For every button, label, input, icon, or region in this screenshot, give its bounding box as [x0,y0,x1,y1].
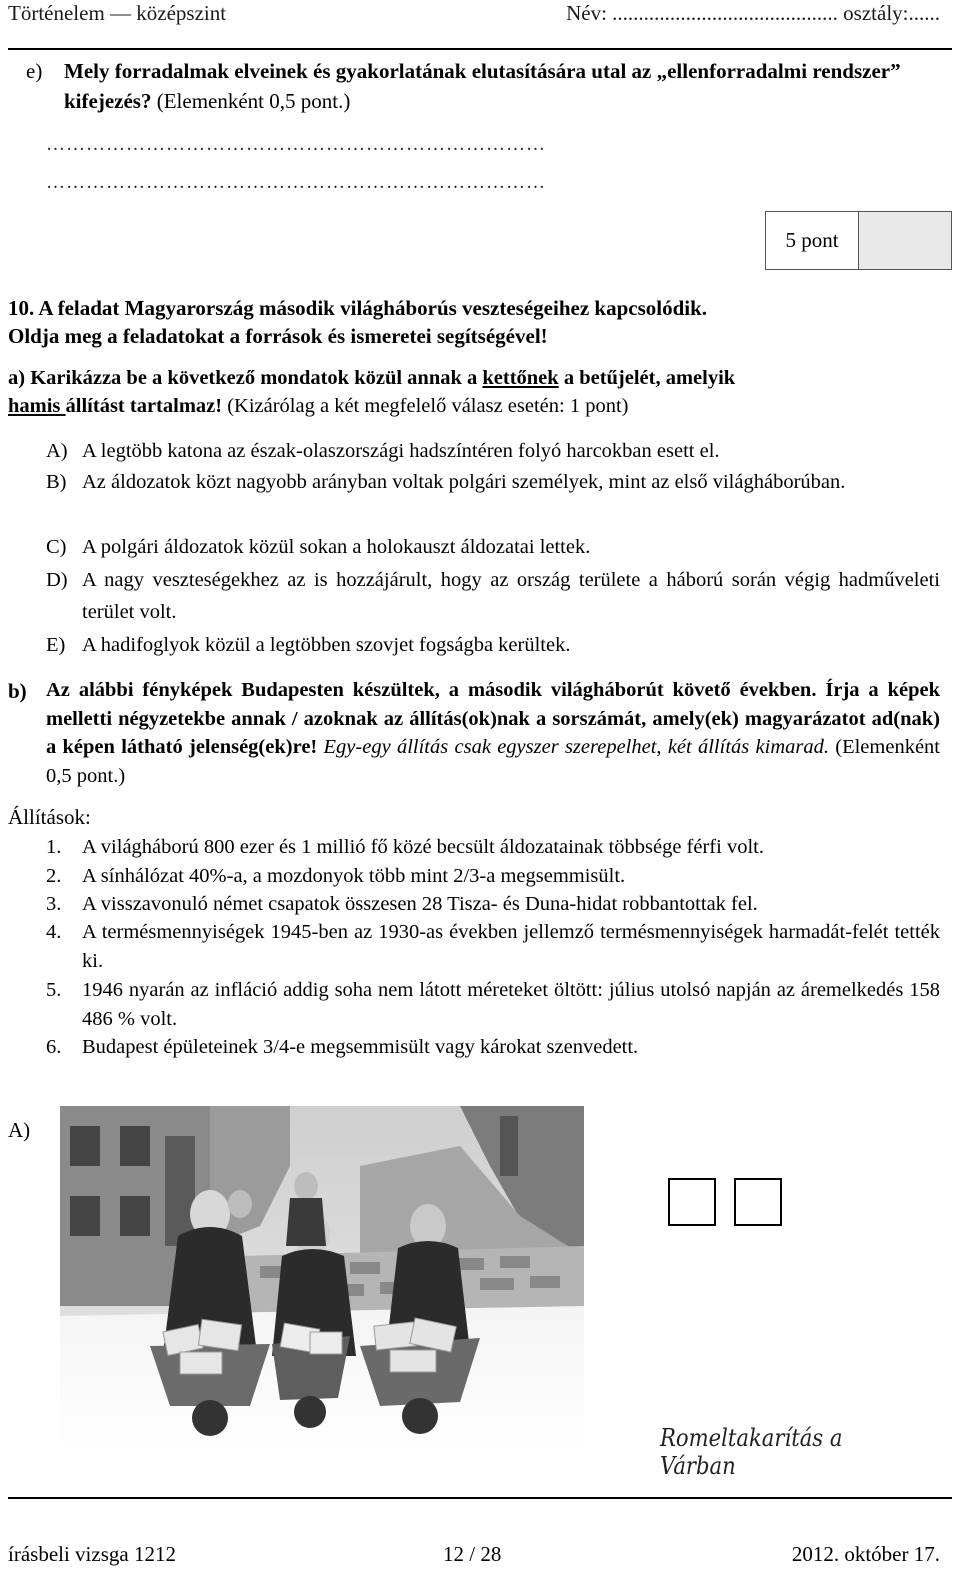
option-e[interactable]: E) A hadifoglyok közül a legtöbben szovjet fogságba kerültek. [46,634,571,656]
statement-4: 4. A termésmennyiségek 1945-ben az 1930-as években jellemző termésmennyiségek harmadát-felét tették ki. [46,921,940,972]
option-b[interactable]: B) Az áldozatok közt nagyobb arányban voltak polgári személyek, mint az első világháborúban. [46,471,846,493]
footer-exam: írásbeli vizsga 1212 [8,1542,176,1566]
header-divider [8,48,952,50]
option-d[interactable]: D) A nagy veszteségekhez az is hozzájárult, hogy az ország területe a háború során végig hadműveleti terület volt. [46,569,940,623]
footer-divider [8,1497,952,1499]
footer-date: 2012. október 17. [791,1542,940,1566]
statement-3: 3. A visszavonuló német csapatok összesen 28 Tisza- és Duna-hidat robbantottak fel. [46,893,758,915]
task10-title-1: 10. A feladat Magyarország második világháborús veszteségeihez kapcsolódik. [8,296,708,320]
photo-a-label: A) [8,1118,31,1142]
statement-1: 1. A világháború 800 ezer és 1 millió fő közé becsült áldozatainak többsége férfi volt. [46,836,764,858]
task-b-instruction: Az alábbi fényképek Budapesten készültek, a második világháborút követő években. Írja a képek melletti négyzetekbe annak / azoknak az állítás(ok)nak a sorszámát, amely(ek) magyarázatot ad(nak) a képen látható jelenség(ek)re! Egy-egy állítás csak egyszer szerepelhet, két állítás kimarad. (Elemenként 0,5 pont.) [46,679,940,787]
statement-6: 6. Budapest épületeinek 3/4-e megsemmisült vagy károkat szenvedett. [46,1036,639,1058]
header-name-field: Név: ........................................... osztály:...... [566,1,940,25]
photo-caption: Romeltakarítás a Várban [660,1424,843,1480]
option-c[interactable]: C) A polgári áldozatok közül sokan a holokauszt áldozatai lettek. [46,536,591,558]
points-label: 5 pont [766,212,859,269]
task-b-label: b) [8,679,27,703]
statements-title: Állítások: [8,805,91,829]
underlined-kettonek: kettőnek [482,367,559,389]
points-box [765,211,952,270]
task-e-note: (Elemenként 0,5 pont.) [156,89,351,113]
task-e-label: e) [26,59,43,83]
underlined-hamis: hamis [8,395,66,417]
statement-2: 2. A sínhálózat 40%-a, a mozdonyok több mint 2/3-a megsemmisült. [46,865,626,887]
points-score-cell[interactable] [859,212,951,269]
answer-line-1[interactable]: ………………………………………………………………… [46,134,546,155]
answer-box-a-2[interactable] [734,1178,782,1226]
answer-line-2[interactable]: ………………………………………………………………… [46,172,546,193]
task10-title-2: Oldja meg a feladatokat a források és ismeretei segítségével! [8,324,548,348]
task-e-question [64,56,940,116]
task-a-note: (Kizárólag a két megfelelő válasz esetén: 1 pont) [222,395,629,417]
header-subject: Történelem — középszint [8,1,227,25]
task-a-instruction: a) Karikázza be a következő mondatok közül annak a kettőnek a betűjelét, amelyik hamis állítást tartalmaz! (Kizárólag a két megfelelő válasz esetén: 1 pont) [8,367,736,417]
rubble-clearing-photo [60,1106,584,1448]
footer-page: 12 / 28 [443,1542,502,1566]
option-a[interactable]: A) A legtöbb katona az észak-olaszországi hadszíntéren folyó harcokban esett el. [46,440,720,462]
task-e-text: Mely forradalmak elveinek és gyakorlatának elutasítására utal az „ellenforradalmi rendszer” kifejezés? [64,59,901,113]
answer-box-a-1[interactable] [668,1178,716,1226]
statement-5: 5. 1946 nyarán az infláció addig soha nem látott méreteket öltött: július utolsó napján az áremelkedés 158 486 % volt. [46,979,940,1030]
